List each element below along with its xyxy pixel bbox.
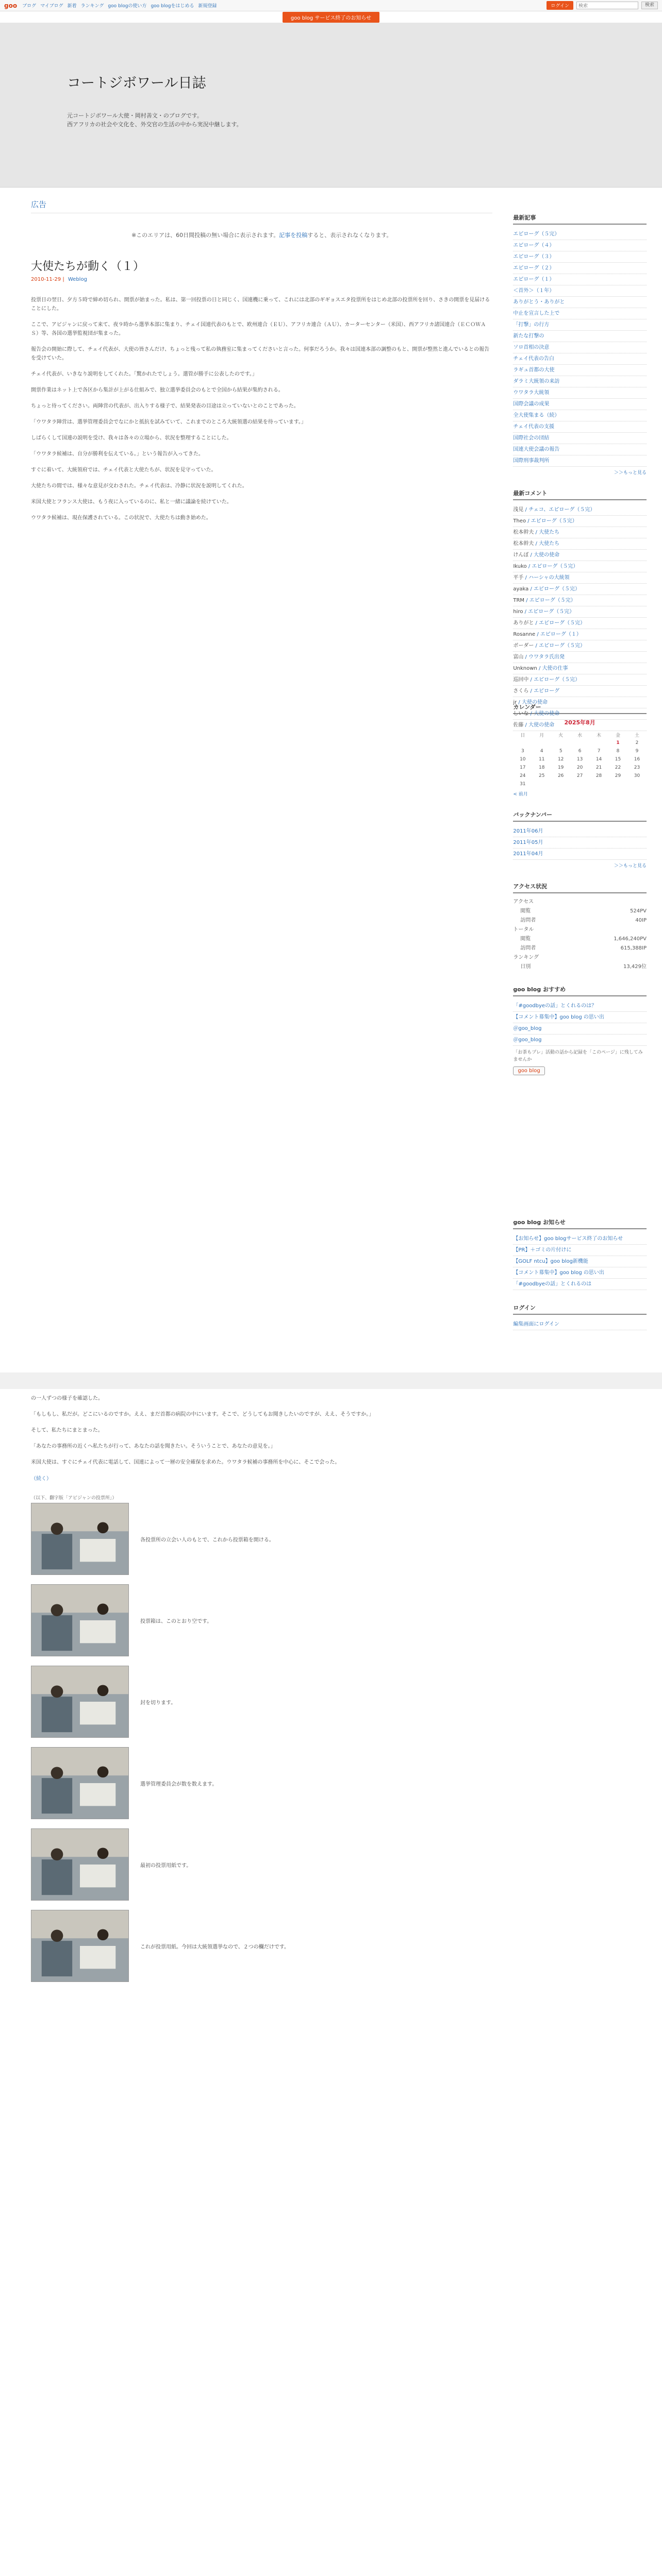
access-row xyxy=(513,907,647,916)
calendar-week xyxy=(513,764,647,772)
recent-comments-title: 最新コメント xyxy=(513,489,647,500)
notices-list xyxy=(513,1233,647,1290)
calendar-day[interactable]: 9 xyxy=(635,749,639,754)
access-row xyxy=(513,916,647,925)
access-row xyxy=(513,962,647,972)
post-paragraph: すぐに着いて、大統領府では、チェイ代表と大使たちが、状況を見守っていた。 xyxy=(31,467,217,473)
access-value: 615,388IP xyxy=(620,945,647,951)
comment-user: hiro xyxy=(513,609,523,615)
calendar-day xyxy=(608,780,627,788)
post-paragraph: ウワタラ候補は、現在保護されている。この状況で、大使たちは動き始めた。 xyxy=(31,515,211,521)
topbar-link[interactable]: 新着 xyxy=(67,4,77,9)
ranking-head: ランキング xyxy=(513,955,539,960)
access-row xyxy=(513,935,647,944)
comment-item[interactable]: 富山 / ウワタラ氏出発 xyxy=(513,652,647,663)
recent-post-link[interactable]: 国際社会の団結 xyxy=(513,433,647,444)
comment-item[interactable]: 浅見 / チェコ、エピローグ（５完） xyxy=(513,504,647,516)
comment-user: Ikuko xyxy=(513,564,527,569)
photo-caption: 選挙管理委員会が数を数えます。 xyxy=(140,1781,218,1787)
recent-posts-widget xyxy=(513,213,647,476)
recent-post-link[interactable]: エピローグ（２） xyxy=(513,263,647,274)
comment-post-link[interactable]: 大使の使命 xyxy=(521,700,548,705)
comment-user: Rosanne xyxy=(513,632,536,637)
calendar-day[interactable]: 14 xyxy=(595,757,602,762)
blog-description-line2: 西アフリカの社会や文化を、外交官の生活の中から実況中継します。 xyxy=(67,121,242,128)
recent-comments-list xyxy=(513,504,647,731)
blog-description xyxy=(67,111,662,129)
photo-image[interactable] xyxy=(31,1747,129,1819)
recent-post-link[interactable]: 国際会議の成果 xyxy=(513,399,647,410)
calendar-day[interactable]: 23 xyxy=(634,765,640,770)
comment-user: Unknown xyxy=(513,666,537,671)
comment-user: さくら xyxy=(513,688,529,694)
calendar-weekday: 木 xyxy=(597,733,602,738)
main-column-lower xyxy=(31,703,492,1218)
access-total-head: トータル xyxy=(513,927,534,933)
notice-prefix: ※このエリアは、60日間投稿の無い場合に表示されます。 xyxy=(131,232,279,239)
comment-item[interactable]: Unknown / 大使の仕事 xyxy=(513,663,647,674)
recent-more-link[interactable]: ＞＞もっと見る xyxy=(614,470,647,476)
post-continued-frame xyxy=(0,1372,662,2576)
osusume-link[interactable]: 【コメント募集中】goo blog の思い出 xyxy=(513,1012,647,1023)
topbar-link[interactable]: ランキング xyxy=(80,4,104,9)
comment-user: しいな xyxy=(513,711,529,717)
comment-item[interactable]: TRM / エピローグ（５完） xyxy=(513,595,647,606)
calendar-weekday: 月 xyxy=(539,733,544,738)
recent-post-link[interactable]: ウワタラ大統領 xyxy=(513,387,647,399)
access-value: 1,646,240PV xyxy=(614,936,647,942)
topbar-link[interactable]: ブログ xyxy=(22,4,37,9)
comment-user: ayaka xyxy=(513,586,529,592)
blog-description-line1: 元コートジボワール大使・岡村善文・のブログです。 xyxy=(67,112,203,119)
post-paragraph: ここで、アビジャンに戻って来て、夜９時から選挙本部に集まり、チェイ国連代表のもとで、欧州連合（ＥＵ）、アフリカ連合（ＡＵ）、カーターセンター（米国）、西アフリカ諸国連合（ＥＣＯＷＡＳ）等、各国の選挙監視団が集まった。 xyxy=(31,322,486,336)
comment-item[interactable]: Rosanne / エピローグ（１） xyxy=(513,629,647,640)
access-total-rows xyxy=(513,935,647,953)
calendar-prev-link[interactable]: < 前月 xyxy=(513,792,528,797)
backnumber-more-link[interactable]: ＞＞もっと見る xyxy=(614,863,647,869)
calendar-week xyxy=(513,747,647,755)
calendar-week xyxy=(513,755,647,764)
calendar-day xyxy=(532,780,551,788)
comment-post-link[interactable]: エピローグ（５完） xyxy=(532,564,578,569)
photo-caption: これが投票用紙。今回は大統領選挙なので、２つの欄だけです。 xyxy=(140,1944,289,1950)
notice-link[interactable]: 【お知らせ】goo blogサービス終了のお知らせ xyxy=(513,1233,647,1245)
recent-posts-title: 最新記事 xyxy=(513,213,647,225)
access-value: 40IP xyxy=(635,918,647,923)
calendar-weekday: 金 xyxy=(615,733,620,738)
photo-image[interactable] xyxy=(31,1503,129,1575)
calendar-day[interactable]: 31 xyxy=(520,782,526,787)
photo-image[interactable] xyxy=(31,1910,129,1982)
comment-user: ボーダー xyxy=(513,643,534,649)
calendar-day[interactable]: 21 xyxy=(595,765,602,770)
backnumber-list xyxy=(513,826,647,860)
calendar-day[interactable]: 29 xyxy=(615,773,621,778)
recent-post-link[interactable]: ソロ首相の決意 xyxy=(513,342,647,353)
login-button[interactable]: ログイン xyxy=(547,1,573,10)
comment-item[interactable]: jr / 大使の使命 xyxy=(513,697,647,708)
post-paragraph: 「ウワタラ候補は、自分が勝利を伝えている。」という報告が入ってきた。 xyxy=(31,451,204,457)
calendar-day[interactable]: 11 xyxy=(539,757,545,762)
comment-item[interactable]: Ikuko / エピローグ（５完） xyxy=(513,561,647,572)
backnumber-widget xyxy=(513,810,647,869)
calendar-day[interactable]: 8 xyxy=(616,749,620,754)
main-column xyxy=(31,188,492,703)
recent-post-link[interactable]: エピローグ（３） xyxy=(513,251,647,263)
topbar-links xyxy=(22,2,221,9)
search-button[interactable]: 検索 xyxy=(641,2,658,9)
calendar-day[interactable]: 6 xyxy=(578,749,582,754)
ranking-rows xyxy=(513,962,647,972)
comment-post-link[interactable]: エピローグ（５完） xyxy=(528,609,575,615)
calendar-week xyxy=(513,772,647,780)
comment-post-link[interactable]: ハーシャの大統領 xyxy=(528,575,570,581)
comment-item[interactable]: 松本幹夫 / 大使たち xyxy=(513,527,647,538)
post-paragraph: 米国大使とフランス大使は、もう夜に入っているのに、私と一緒に議論を続けていた。 xyxy=(31,499,232,505)
service-end-notice-link[interactable]: goo blog サービス終了のお知らせ xyxy=(283,12,379,23)
comment-item[interactable]: しいな / 大使の使命 xyxy=(513,708,647,720)
comment-item[interactable]: hiro / エピローグ（５完） xyxy=(513,606,647,618)
photo-image[interactable] xyxy=(31,1828,129,1901)
post-category-link[interactable]: Weblog xyxy=(68,277,87,282)
post-paragraph: 「もしもし、私だが。どこにいるのですか。ええ、まだ首都の病院の中にいます。そこで、どうしてもお聞きしたいのですが、ええ、そうですか。」 xyxy=(31,1412,374,1417)
comment-post-link[interactable]: 大使の使命 xyxy=(528,722,555,728)
access-label: 閲覧 xyxy=(520,908,531,914)
inactivity-notice xyxy=(31,231,492,239)
recent-post-link[interactable]: ラギュ首都の大使 xyxy=(513,365,647,376)
calendar-week xyxy=(513,739,647,747)
calendar-day[interactable]: 27 xyxy=(576,773,583,778)
post-paragraph: 開票作業はネット上で各区から集計が上がる仕組みで、独立選挙委員会のもとで全国から結果が集約される。 xyxy=(31,387,284,393)
comment-user: jr xyxy=(513,700,517,705)
post-paragraph: 報告会の開始に際して、チェイ代表が、大使の皆さんだけ、ちょっと残って私の執務室に集まってくださいと言った。何事だろうか。我々は国連本部の調整のもと、開票が整然と進んでいるとの報告を受けていた。 xyxy=(31,347,490,361)
calendar-day[interactable]: 1 xyxy=(616,740,620,745)
comment-post-link[interactable]: 大使の仕事 xyxy=(542,666,568,671)
comment-user: TRM xyxy=(513,598,525,603)
access-label: 閲覧 xyxy=(520,936,531,942)
recent-post-link[interactable]: エピローグ（４） xyxy=(513,240,647,251)
blog-header xyxy=(0,23,662,188)
recent-post-link[interactable]: 「打撃」の行方 xyxy=(513,319,647,331)
osusume-widget xyxy=(513,985,647,1075)
topbar-link[interactable]: goo blogの使い方 xyxy=(108,4,147,9)
post-paragraph: 「ウワタラ陣営は、選挙管理委員会でなにかと抵抗を試みていて、これまでのところ大統領選の結果を待っています。」 xyxy=(31,419,306,425)
comment-user: Theo xyxy=(513,518,526,524)
access-today-head: アクセス xyxy=(513,899,534,905)
backnumber-link[interactable]: 2011年05月 xyxy=(513,837,647,849)
comment-post-link[interactable]: 大使の使命 xyxy=(534,711,560,717)
calendar-day xyxy=(570,739,589,747)
calendar-day xyxy=(589,780,608,788)
recent-post-link[interactable]: エピローグ（５完） xyxy=(513,229,647,240)
photo-list xyxy=(31,1494,495,1982)
recent-posts-list xyxy=(513,229,647,467)
comment-user: 松本幹夫 xyxy=(513,530,534,535)
calendar-day[interactable]: 3 xyxy=(521,749,524,754)
calendar-weekday: 水 xyxy=(577,733,583,738)
recent-post-link[interactable]: 新たな打撃の xyxy=(513,331,647,342)
calendar-day[interactable]: 19 xyxy=(557,765,564,770)
photo-caption: 最初の投票用紙です。 xyxy=(140,1862,192,1869)
photo-note: （以下、翻字版「アビジャンの投票所」） xyxy=(31,1496,117,1501)
comment-post-link[interactable]: 大使の使命 xyxy=(534,552,560,558)
calendar-table xyxy=(513,731,647,788)
osusume-link[interactable]: ＠goo_blog xyxy=(513,1035,647,1046)
photo-row xyxy=(31,1584,495,1656)
calendar-day[interactable]: 26 xyxy=(557,773,564,778)
calendar-day[interactable]: 16 xyxy=(634,757,640,762)
comment-post-link[interactable]: エピローグ（５完） xyxy=(534,586,580,592)
calendar-day[interactable]: 13 xyxy=(576,757,583,762)
global-topbar xyxy=(0,0,662,11)
recent-post-link[interactable]: チェイ代表の支援 xyxy=(513,421,647,433)
comment-user: 佐藤 xyxy=(513,722,524,728)
notice-suffix: すると、表示されなくなります。 xyxy=(307,232,392,239)
comment-post-link[interactable]: ウワタラ氏出発 xyxy=(528,654,565,660)
access-row xyxy=(513,944,647,953)
photo-row xyxy=(31,1666,495,1738)
access-value: 13,429位 xyxy=(623,964,647,970)
notice-link[interactable]: 【コメント募集中】goo blog の思い出 xyxy=(513,1267,647,1279)
recent-post-link[interactable]: エピローグ（１） xyxy=(513,274,647,285)
osusume-link[interactable]: 「#goodbyeの話」とくれるのは？ xyxy=(513,1001,647,1012)
post-paragraph: ちょっと待ってください。両陣営の代表が、出入りする様子で、結果発表の目途は立っていないとのことであった。 xyxy=(31,403,299,409)
login-widget xyxy=(513,1303,647,1330)
calendar-day xyxy=(570,780,589,788)
comment-item[interactable]: けんぼ / 大使の使命 xyxy=(513,550,647,561)
comment-post-link[interactable]: 大使たち xyxy=(539,530,560,535)
post-paragraph: の一人ずつの様子を確認した。 xyxy=(31,1396,103,1401)
recent-post-link[interactable]: 全大使集まる（続） xyxy=(513,410,647,421)
post-date: 2010-11-29 xyxy=(31,277,61,282)
post-continued-body xyxy=(31,1394,495,1467)
comment-post-link[interactable]: エピローグ（５完） xyxy=(539,643,586,649)
access-label: 訪問者 xyxy=(520,945,536,951)
backnumber-link[interactable]: 2011年04月 xyxy=(513,849,647,860)
calendar-weekday: 土 xyxy=(634,733,639,738)
ad-label[interactable]: 広告 xyxy=(31,199,492,213)
sidebar-lower xyxy=(513,703,647,1218)
announce-bar xyxy=(0,11,662,23)
access-title: アクセス状況 xyxy=(513,882,647,893)
notice-link[interactable]: 【PR】＋ゴミの片付けに xyxy=(513,1245,647,1256)
comment-item[interactable]: ありがと / エピローグ（５完） xyxy=(513,618,647,629)
post-paragraph: そして、私たちにまとまった。 xyxy=(31,1428,103,1433)
access-value: 524PV xyxy=(630,908,647,914)
calendar-day xyxy=(589,739,608,747)
osusume-list xyxy=(513,1001,647,1046)
backnumber-title: バックナンバー xyxy=(513,810,647,822)
comment-user: 浅見 xyxy=(513,507,524,513)
post-title[interactable]: 大使たちが動く（１） xyxy=(31,260,145,273)
comment-user: 巡回中 xyxy=(513,677,529,683)
calendar-day[interactable]: 15 xyxy=(615,757,621,762)
comment-user: けんぼ xyxy=(513,552,529,558)
calendar-weekday: 火 xyxy=(558,733,564,738)
calendar-day[interactable]: 28 xyxy=(595,773,602,778)
comment-item[interactable]: 平手 / ハーシャの大統領 xyxy=(513,572,647,584)
notices-widget xyxy=(513,1218,647,1290)
continued-link[interactable]: （続く） xyxy=(31,1476,52,1482)
photo-caption: 各投票所の立会い人のもとで、これから投票箱を開ける。 xyxy=(140,1537,274,1543)
photo-image[interactable] xyxy=(31,1584,129,1656)
photo-row xyxy=(31,1910,495,1982)
calendar-day[interactable]: 22 xyxy=(615,765,621,770)
notice-link[interactable]: 【GOLF ntcu】goo blog新機能 xyxy=(513,1256,647,1267)
post-meta: 2010-11-29 | Weblog xyxy=(31,277,87,282)
comment-post-link[interactable]: エピローグ（１） xyxy=(540,632,582,637)
post-paragraph: 投票日の翌日、夕方５時で締め切られ、開票が始まった。私は、第一回投票の日と同じく、国連機に乗って、これには北部のギギョスエタ投票所をはじめ北部の投票所を回り、さきの開票を見届けることにした。 xyxy=(31,297,490,312)
calendar-day[interactable]: 5 xyxy=(559,749,562,754)
post-paragraph: 大使たちの間では、様々な意見が交わされた。チェイ代表は、冷静に状況を説明してくれた。 xyxy=(31,483,247,489)
calendar-week xyxy=(513,780,647,788)
calendar-day xyxy=(551,780,570,788)
recent-post-link[interactable]: 中止を宣言した上で xyxy=(513,308,647,319)
access-widget xyxy=(513,882,647,972)
recent-post-link[interactable]: ありがとう・ありがと xyxy=(513,297,647,308)
comment-post-link[interactable]: エピローグ（５完） xyxy=(531,518,577,524)
goo-blog-badge[interactable]: goo blog xyxy=(513,1066,544,1075)
comment-item[interactable]: ayaka / エピローグ（５完） xyxy=(513,584,647,595)
photo-caption: 封を切ります。 xyxy=(140,1700,176,1706)
recent-post-link[interactable]: チェイ代表の告白 xyxy=(513,353,647,365)
calendar-day[interactable]: 2 xyxy=(635,740,639,745)
notices-title: goo blog お知らせ xyxy=(513,1218,647,1229)
post-article-link[interactable]: 記事を投稿 xyxy=(279,232,308,239)
calendar-day xyxy=(627,780,647,788)
login-title: ログイン xyxy=(513,1303,647,1315)
post-continued xyxy=(31,1389,495,1982)
calendar-day xyxy=(513,739,532,747)
calendar-day[interactable]: 18 xyxy=(539,765,545,770)
comment-post-link[interactable]: 大使たち xyxy=(539,541,560,547)
access-label: 訪問者 xyxy=(520,918,536,923)
comment-item[interactable]: 松本幹夫 / 大使たち xyxy=(513,538,647,550)
content-frame-lower2 xyxy=(0,1218,662,1372)
calendar-day[interactable]: 17 xyxy=(520,765,526,770)
goo-logo[interactable]: goo xyxy=(4,2,18,9)
osusume-title: goo blog おすすめ xyxy=(513,985,647,996)
access-today-rows xyxy=(513,907,647,925)
post-body xyxy=(31,296,492,522)
blog-title[interactable]: コートジボワール日誌 xyxy=(67,75,206,91)
calendar-day[interactable]: 20 xyxy=(576,765,583,770)
comment-item[interactable]: Theo / エピローグ（５完） xyxy=(513,516,647,527)
comment-post-link[interactable]: エピローグ（５完） xyxy=(539,620,586,626)
calendar-month: 2025年8月 xyxy=(564,719,595,726)
calendar-day[interactable]: 25 xyxy=(539,773,545,778)
comment-item[interactable]: ボーダー / エピローグ（５完） xyxy=(513,640,647,652)
comment-post-link[interactable]: エピローグ（５完） xyxy=(534,677,581,683)
calendar-day[interactable]: 4 xyxy=(540,749,543,754)
comment-user: 富山 xyxy=(513,654,524,660)
calendar-day[interactable]: 7 xyxy=(597,749,601,754)
recent-post-link[interactable]: ＜首外＞（１年） xyxy=(513,285,647,297)
comment-post-link[interactable]: エピローグ xyxy=(534,688,560,694)
topbar-link[interactable]: マイブログ xyxy=(40,4,63,9)
search-input[interactable] xyxy=(576,2,638,9)
calendar-day xyxy=(532,739,551,747)
recent-comments-widget xyxy=(513,489,647,731)
osusume-note: 「お茶もプレ」活動の話から記録を「このページ」に残してみませんか xyxy=(513,1050,643,1062)
comment-user: ありがと xyxy=(513,620,534,626)
photo-row xyxy=(31,1828,495,1901)
recent-post-link[interactable]: 国際刑事裁判所 xyxy=(513,455,647,467)
photo-row xyxy=(31,1747,495,1819)
calendar-day xyxy=(551,739,570,747)
post-paragraph: 「あなたの事務所の近くへ私たちが行って、あなたの話を聞きたい。そういうことで、あなたの意見を。」 xyxy=(31,1444,276,1449)
comment-user: 松本幹夫 xyxy=(513,541,534,547)
post-paragraph: チェイ代表が、いきなり説明をしてくれた。「驚かれたでしょう。選管が勝手に公表したのです。」 xyxy=(31,371,257,377)
comment-item[interactable]: 佐藤 / 大使の使命 xyxy=(513,720,647,731)
photo-image[interactable] xyxy=(31,1666,129,1738)
osusume-link[interactable]: ＠goo_blog xyxy=(513,1023,647,1035)
comment-item[interactable]: 巡回中 / エピローグ（５完） xyxy=(513,674,647,686)
comment-post-link[interactable]: エピローグ（５完） xyxy=(529,598,576,603)
access-label: 日別 xyxy=(520,964,531,970)
calendar-day[interactable]: 10 xyxy=(520,757,526,762)
recent-post-link[interactable]: 国連大使会議の報告 xyxy=(513,444,647,455)
editor-login-link[interactable]: 編集画面にログイン xyxy=(513,1319,647,1330)
calendar-day[interactable]: 30 xyxy=(634,773,640,778)
topbar-link[interactable]: goo blogをはじめる xyxy=(151,4,194,9)
sidebar-lower2 xyxy=(513,1218,647,1372)
comment-post-link[interactable]: チェコ、エピローグ（５完） xyxy=(528,507,595,513)
calendar-title: カレンダー xyxy=(513,703,647,714)
post-paragraph: 米国大使は、すぐにチェイ代表に電話して、国連によって一層の安全確保を求めた。ウワタラ候補の事務所を中心に、そこで会った。 xyxy=(31,1460,340,1465)
calendar-day[interactable]: 12 xyxy=(557,757,564,762)
comment-user: 平手 xyxy=(513,575,524,581)
topbar-link[interactable]: 新規登録 xyxy=(198,4,217,9)
photo-caption: 投票箱は、このとおり空です。 xyxy=(140,1618,212,1624)
post-paragraph: しばらくして国連の説明を受け、我々は各々の立場から、状況を整理することにした。 xyxy=(31,435,232,441)
photo-row xyxy=(31,1503,495,1575)
backnumber-link[interactable]: 2011年06月 xyxy=(513,826,647,837)
calendar-weekday: 日 xyxy=(520,733,525,738)
recent-post-link[interactable]: ダラミ大統領の来訪 xyxy=(513,376,647,387)
calendar-day[interactable]: 24 xyxy=(520,773,526,778)
content-frame-lower xyxy=(0,703,662,1218)
notice-link[interactable]: 「#goodbyeの話」とくれるのは xyxy=(513,1279,647,1290)
comment-item[interactable]: さくら / エピローグ xyxy=(513,686,647,697)
